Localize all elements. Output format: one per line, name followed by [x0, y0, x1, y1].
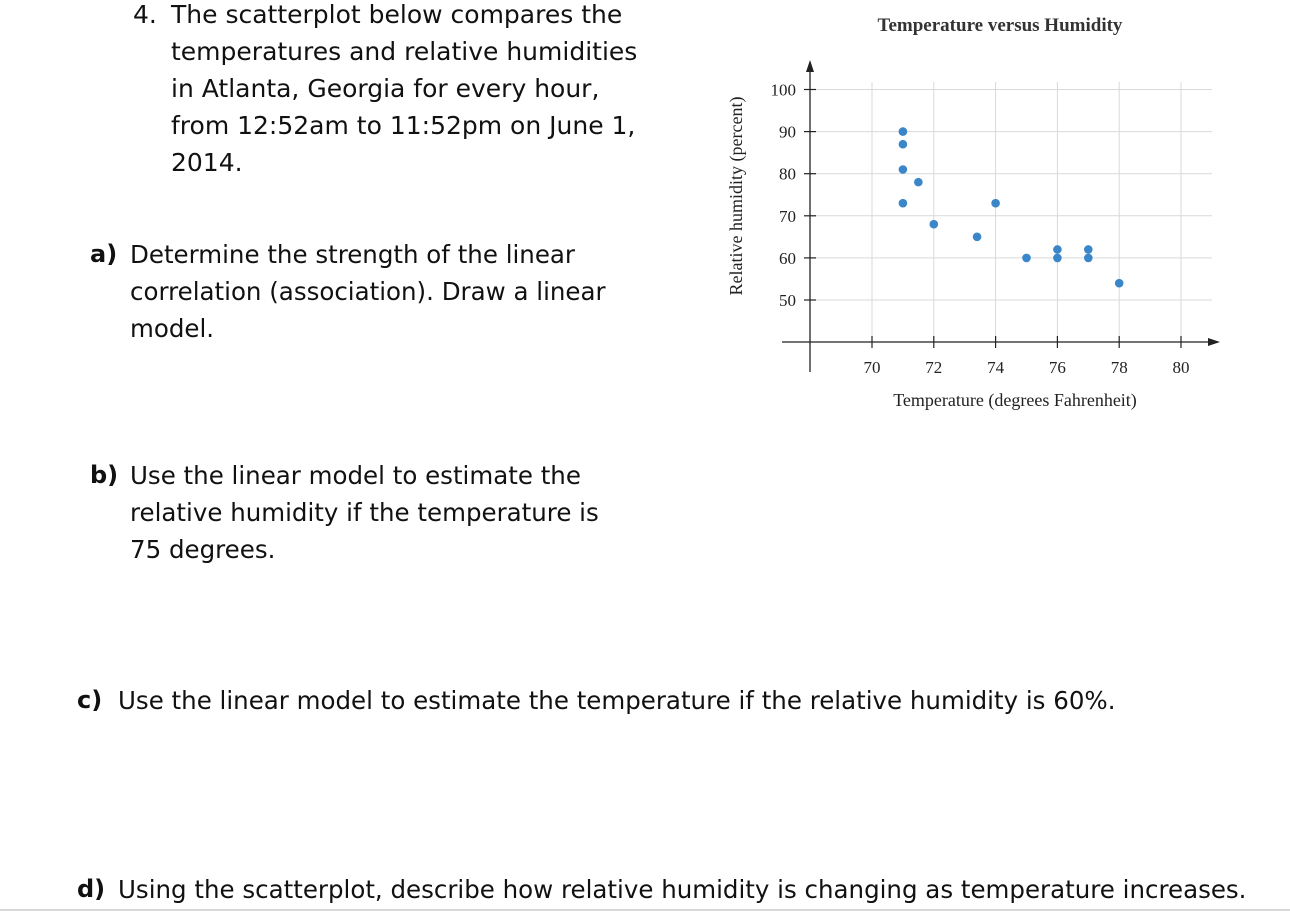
question-text: The scatterplot below compares the temperatures and relative humidities in Atlanta, Georgia for every hour, from 12:52am to 11:52pm on June 1, 2014. — [171, 0, 638, 177]
part-a-text: Determine the strength of the linear correlation (association). Draw a linear model. — [130, 240, 606, 343]
part-d-label: d) — [77, 875, 106, 903]
question-number: 4. — [133, 0, 157, 29]
data-point-0-4 — [914, 178, 923, 187]
data-point-0-10 — [1053, 254, 1062, 263]
data-point-0-6 — [973, 233, 982, 242]
y-axis-arrow — [806, 60, 814, 72]
y-tick-label-60: 60 — [779, 248, 796, 268]
y-axis-label: Relative humidity (percent) — [726, 96, 746, 296]
x-tick-label-76: 76 — [1048, 358, 1066, 377]
data-point-0-5 — [930, 220, 939, 229]
data-point-0-1 — [899, 140, 908, 149]
x-tick-label-72: 72 — [925, 358, 943, 377]
x-tick-label-80: 80 — [1172, 358, 1190, 377]
data-point-0-2 — [899, 165, 908, 174]
x-tick-label-70: 70 — [863, 358, 881, 377]
chart-ticks — [771, 81, 1190, 378]
chart-title: Temperature versus Humidity — [877, 15, 1123, 36]
data-point-0-13 — [1115, 279, 1124, 288]
data-point-0-12 — [1084, 254, 1093, 263]
part-c-text: Use the linear model to estimate the temperature if the relative humidity is 60%. — [118, 686, 1116, 715]
chart-grid — [810, 82, 1212, 342]
x-tick-label-78: 78 — [1110, 358, 1128, 377]
part-c-label: c) — [77, 686, 103, 714]
y-tick-label-70: 70 — [779, 206, 796, 226]
y-tick-label-100: 100 — [770, 80, 796, 100]
data-point-0-11 — [1084, 245, 1093, 254]
data-point-0-9 — [1053, 245, 1062, 254]
y-tick-label-90: 90 — [779, 122, 796, 142]
data-point-0-7 — [991, 199, 1000, 208]
data-point-0-3 — [899, 199, 908, 208]
x-axis-arrow — [1208, 338, 1220, 346]
data-point-0-8 — [1022, 254, 1031, 263]
part-b-label: b) — [90, 461, 119, 489]
data-point-0-0 — [899, 127, 908, 136]
x-tick-label-74: 74 — [987, 358, 1005, 377]
part-d-text: Using the scatterplot, describe how relative humidity is changing as temperature increases. — [118, 875, 1247, 904]
y-tick-label-80: 80 — [779, 164, 796, 184]
chart-points — [899, 127, 1124, 287]
part-b-text: Use the linear model to estimate the relative humidity if the temperature is 75 degrees. — [130, 461, 599, 564]
part-a-label: a) — [90, 240, 118, 268]
y-tick-label-50: 50 — [779, 291, 796, 310]
x-axis-label: Temperature (degrees Fahrenheit) — [893, 390, 1137, 410]
